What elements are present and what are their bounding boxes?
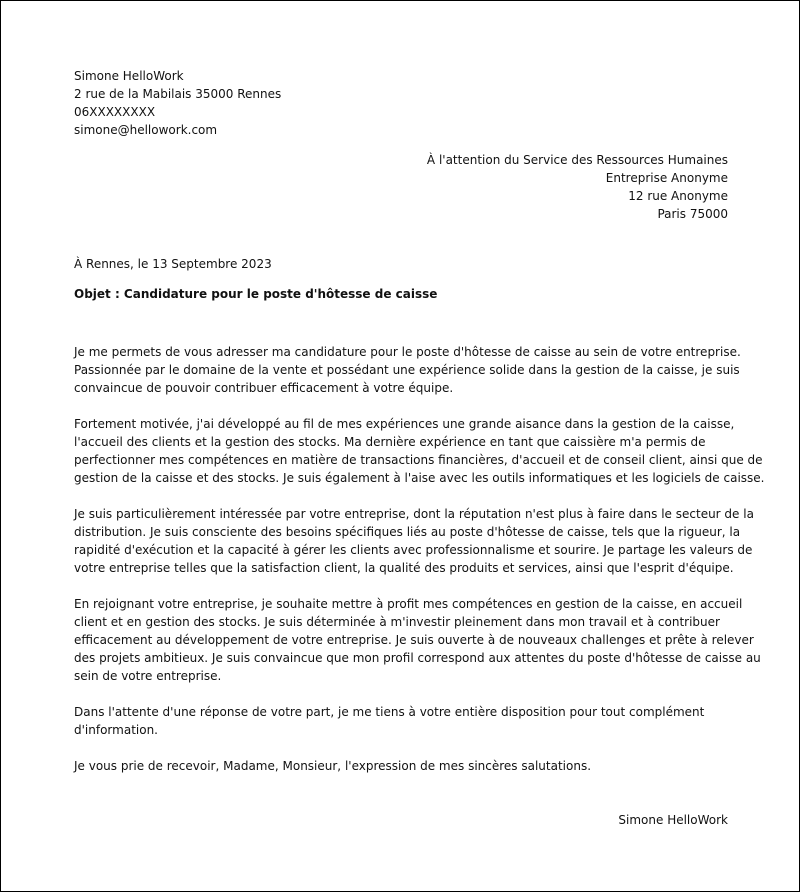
paragraph-company-interest xyxy=(74,505,754,577)
paragraph-availability xyxy=(74,703,730,739)
recipient-street: 12 rue Anonyme xyxy=(628,189,728,203)
recipient-address-block xyxy=(401,151,728,223)
body-line: En rejoignant votre entreprise, je souhaite mettre à profit mes compétences en gestion de la caisse, en accueil xyxy=(74,597,743,611)
body-line: perfectionner mes compétences en matière de transactions financières, d'accueil et de conseil client, ainsi que de xyxy=(74,453,763,467)
sender-name: Simone HelloWork xyxy=(74,69,184,83)
body-line: des projets ambitieux. Je suis convaincue que mon profil correspond aux attentes du poste d'hôtesse de caisse au xyxy=(74,651,761,665)
sender-phone: 06XXXXXXXX xyxy=(74,105,156,119)
recipient-city: Paris 75000 xyxy=(657,207,728,221)
body-line: l'accueil des clients et la gestion des stocks. Ma dernière expérience en tant que caissière m'a permis de xyxy=(74,435,706,449)
body-line: sein de votre entreprise. xyxy=(74,669,222,683)
body-line: efficacement au développement de votre entreprise. Je suis ouverte à de nouveaux challenges et prête à relever xyxy=(74,633,754,647)
letter-subject: Objet : Candidature pour le poste d'hôtesse de caisse xyxy=(74,287,438,301)
body-line: Je vous prie de recevoir, Madame, Monsieur, l'expression de mes sincères salutations. xyxy=(74,759,592,773)
sender-street-address: 2 rue de la Mabilais 35000 Rennes xyxy=(74,87,282,101)
paragraph-closing xyxy=(74,757,730,775)
body-line: client et en gestion des stocks. Je suis déterminée à m'investir pleinement dans mon travail et à contribuer xyxy=(74,615,720,629)
body-line: Je suis particulièrement intéressée par votre entreprise, dont la réputation n'est plus à faire dans le secteur de la xyxy=(74,507,754,521)
body-line: d'information. xyxy=(74,723,158,737)
letter-body xyxy=(74,343,765,793)
sender-address-block xyxy=(74,67,474,139)
body-line: rapidité d'exécution et la capacité à gérer les clients avec professionnalisme et sourire. Je partage les valeurs de xyxy=(74,543,753,557)
body-line: gestion de la caisse et des stocks. Je suis également à l'aise avec les outils informatiques et les logiciels de caisse. xyxy=(74,471,765,485)
body-line: Je me permets de vous adresser ma candidature pour le poste d'hôtesse de caisse au sein de votre entreprise. xyxy=(74,345,741,359)
paragraph-experience xyxy=(74,415,765,487)
body-line: votre entreprise telles que la satisfaction client, la qualité des produits et services, ainsi que l'esprit d'équipe. xyxy=(74,561,734,575)
sender-email: simone@hellowork.com xyxy=(74,123,218,137)
body-line: convaincue de pouvoir contribuer efficacement à votre équipe. xyxy=(74,381,454,395)
body-line: Dans l'attente d'une réponse de votre part, je me tiens à votre entière disposition pour tout complément xyxy=(74,705,705,719)
paragraph-introduction xyxy=(74,343,741,397)
body-line: Fortement motivée, j'ai développé au fil de mes expériences une grande aisance dans la gestion de la caisse, xyxy=(74,417,735,431)
letter-date: À Rennes, le 13 Septembre 2023 xyxy=(74,257,272,271)
body-line: Passionnée par le domaine de la vente et possédant une expérience solide dans la gestion de la caisse, je suis xyxy=(74,363,740,377)
recipient-attention: À l'attention du Service des Ressources Humaines xyxy=(426,153,728,167)
signature: Simone HelloWork xyxy=(618,813,728,827)
recipient-company: Entreprise Anonyme xyxy=(605,171,728,185)
paragraph-motivation xyxy=(74,595,761,685)
body-line: distribution. Je suis consciente des besoins spécifiques liés au poste d'hôtesse de caisse, tels que la rigueur, la xyxy=(74,525,741,539)
